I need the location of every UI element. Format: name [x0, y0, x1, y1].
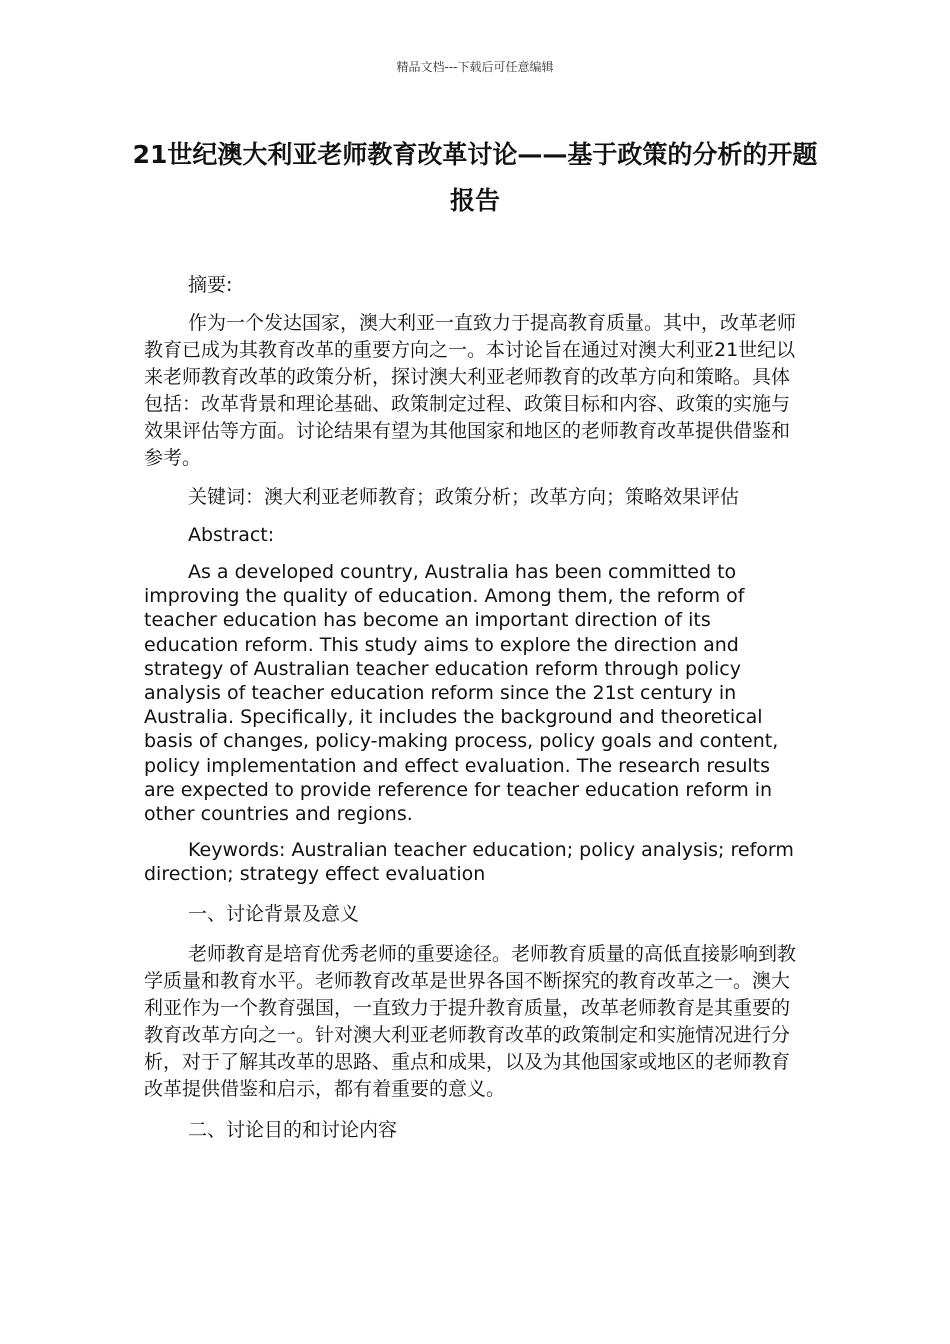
- abstract-cn-body: 作为一个发达国家，澳大利亚一直致力于提高教育质量。其中，改革老师教育已成为其教育改革的重要方向之一。本讨论旨在通过对澳大利亚21世纪以来老师教育改革的政策分析，探讨澳大利亚老师教育的改革方向和策略。具体包括：改革背景和理论基础、政策制定过程、政策目标和内容、政策的实施与效果评估等方面。讨论结果有望为其他国家和地区的老师教育改革提供借鉴和参考。: [144, 312, 797, 469]
- document-title: 21世纪澳大利亚老师教育改革讨论——基于政策的分析的开题报告: [132, 140, 818, 215]
- section2-heading: 二、讨论目的和讨论内容: [188, 1118, 398, 1141]
- abstract-en-label: Abstract:: [188, 524, 275, 546]
- section1-heading: 一、讨论背景及意义: [188, 902, 360, 925]
- abstract-en-body: As a developed country, Australia has been committed to improving the quality of education. Among them, the reform of teacher education has become an important direction of its education reform. This study aims to explore the direction and strategy of Australian teacher education reform through policy analysis of teacher education reform since the 21st century in Australia. Specifically, it includes the background and theoretical basis of changes, policy-making process, policy goals and content, policy implementation and effect evaluation. The research results are expected to provide reference for teacher education reform in other countries and regions.: [144, 561, 779, 826]
- document-body: [144, 272, 804, 1143]
- abstract-cn-keywords: 关键词：澳大利亚老师教育；政策分析；改革方向；策略效果评估: [188, 486, 740, 508]
- section1-body: 老师教育是培育优秀老师的重要途径。老师教育质量的高低直接影响到教学质量和教育水平。老师教育改革是世界各国不断探究的教育改革之一。澳大利亚作为一个教育强国，一直致力于提升教育质量，改革老师教育是其重要的教育改革方向之一。针对澳大利亚老师教育改革的政策制定和实施情况进行分析，对于了解其改革的思路、重点和成果，以及为其他国家或地区的老师教育改革提供借鉴和启示，都有着重要的意义。: [144, 942, 797, 1100]
- header-note: 精品文档---下载后可任意编辑: [396, 60, 554, 74]
- abstract-cn-label: 摘要:: [188, 274, 233, 296]
- abstract-en-keywords: Keywords: Australian teacher education; policy analysis; reform direction; strategy effect evaluation: [144, 839, 794, 886]
